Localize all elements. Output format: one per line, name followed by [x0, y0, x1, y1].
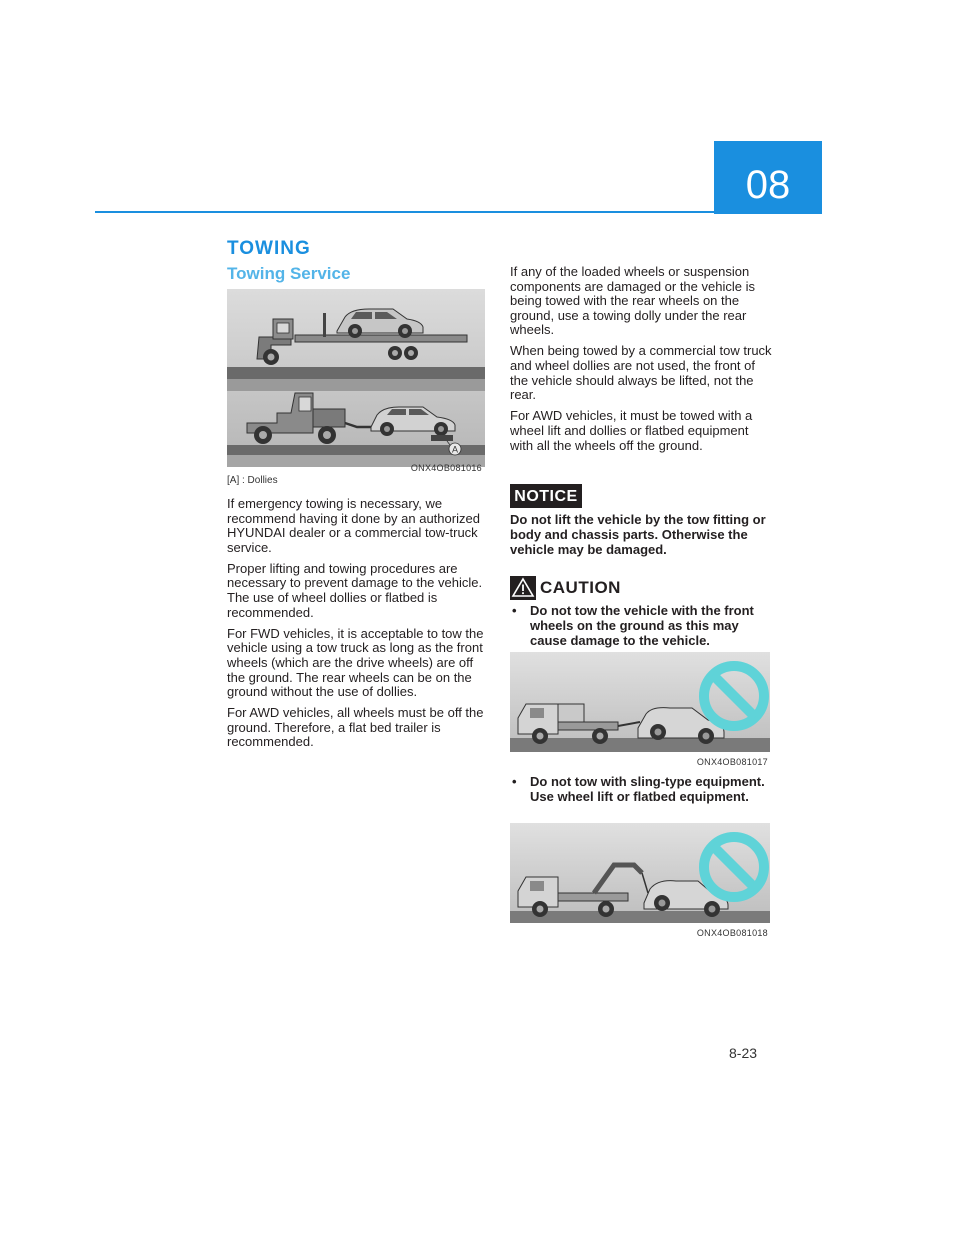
figure-code: ONX4OB081018: [696, 928, 768, 938]
subsection-title: Towing Service: [227, 264, 351, 283]
paragraph: When being towed by a commercial tow truck and wheel dollies are not used, the front of the vehicle should always be lifted, not the rear.: [510, 343, 772, 403]
prohibited-towing-illustration: [510, 652, 770, 752]
paragraph: For FWD vehicles, it is acceptable to tow the vehicle using a tow truck as long as the front wheels (which are the drive wheels) are off the ground. The rear wheels can be on the ground without the use of dollies.: [227, 625, 484, 700]
chapter-tab: 08: [714, 141, 822, 214]
paragraph: For AWD vehicles, it must be towed with a wheel lift and dollies or flatbed equipment with all the wheels off the ground.: [510, 408, 753, 453]
bullet: •: [512, 603, 517, 618]
notice-text: Do not lift the vehicle by the tow fitting or body and chassis parts. Otherwise the vehicle may be damaged.: [510, 512, 766, 557]
paragraph: Proper lifting and towing procedures are necessary to prevent damage to the vehicle. The use of wheel dollies or flatbed is recommended.: [227, 560, 483, 620]
right-column: [510, 265, 772, 460]
figure-caption: [A] : Dollies: [227, 475, 278, 486]
paragraph: If emergency towing is necessary, we recommend having it done by an authorized HYUNDAI dealer or a commercial tow-truck service.: [227, 496, 480, 555]
caution-item: [510, 774, 772, 804]
page-number: 8-23: [729, 1045, 758, 1061]
towing-illustration: [227, 289, 485, 467]
figure-code: ONX4OB081016: [410, 463, 482, 473]
prohibited-sling-illustration: [510, 823, 770, 923]
dolly-callout: A: [451, 444, 459, 455]
header-rule: [95, 211, 714, 213]
paragraph: For AWD vehicles, all wheels must be off the ground. Therefore, a flat bed trailer is recommended.: [227, 705, 484, 750]
figure-code: ONX4OB081017: [696, 757, 768, 767]
caution-item-text: Do not tow the vehicle with the front wheels on the ground as this may cause damage to the vehicle.: [530, 603, 754, 648]
section-title: TOWING: [227, 238, 311, 259]
caution-label: CAUTION: [540, 578, 621, 597]
caution-item: [510, 603, 772, 648]
bullet: •: [512, 774, 517, 789]
warning-triangle-icon: [510, 576, 536, 600]
notice-label: NOTICE: [510, 484, 582, 508]
caution-item-text: Do not tow with sling-type equipment. Use wheel lift or flatbed equipment.: [530, 774, 765, 804]
left-column: [227, 497, 489, 757]
paragraph: If any of the loaded wheels or suspension components are damaged or the vehicle is being towed with the rear wheels on the ground, use a towing dolly under the rear wheels.: [510, 264, 755, 338]
